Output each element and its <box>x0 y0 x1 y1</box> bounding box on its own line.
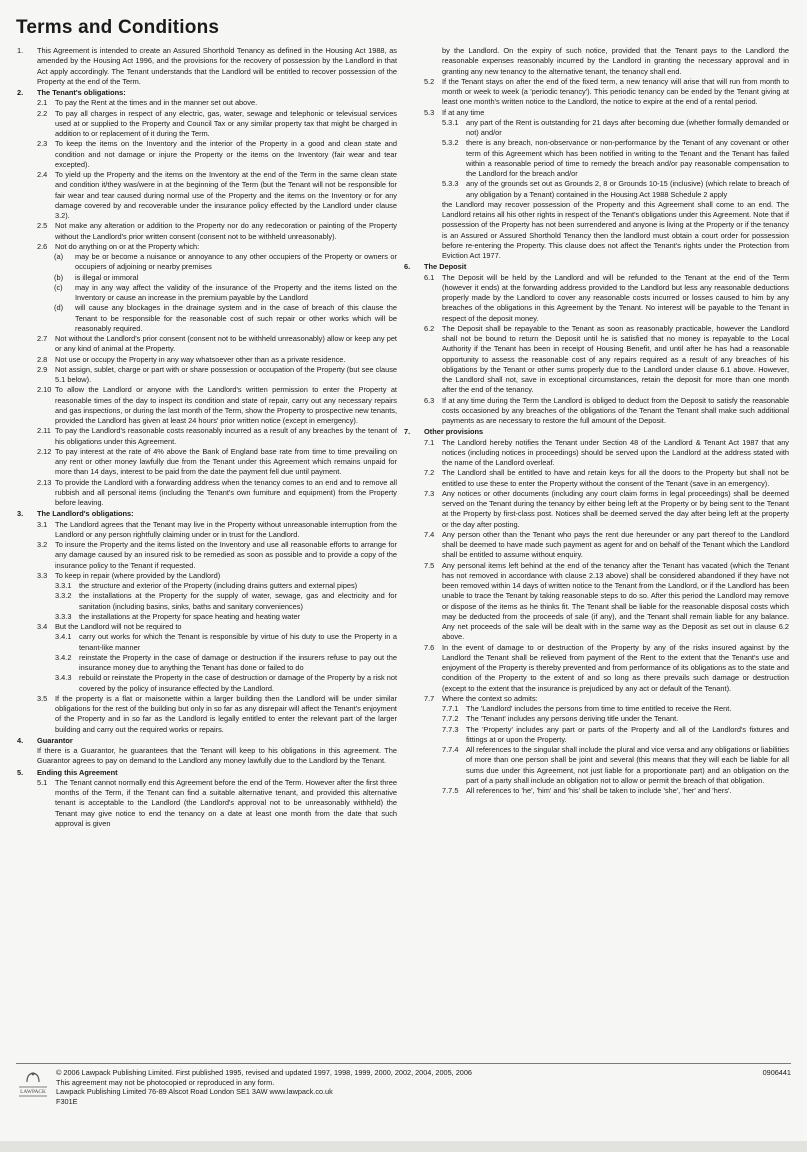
subclause-text: rebuild or reinstate the Property in the case of destruction or damage of the Property by a risk not covered by the policy of insurance effected by the Landlord. <box>79 673 397 693</box>
document-code: 0906441 <box>762 1068 791 1077</box>
subclause-number: 7.7.3 <box>442 724 459 734</box>
clause-text: the Landlord may recover possession of the Property and this Agreement shall come to an end. The Landlord retains all his other rights in respect of the Tenant's obligations under this Agreement. Note that if possession of the Property has not been surrendered and anyone is living at the Property or if the tenancy is an Assured or Assured Shorthold Tenancy then the landlord must obtain a court order for possession before re-entering the Property. This clause does not affect the Tenant's rights under the Protection from Eviction Act 1977. <box>442 199 789 260</box>
clause-number: 7.7 <box>424 693 435 703</box>
clause-number: 3.3 <box>37 570 48 580</box>
clause-5-1 <box>17 778 397 829</box>
clause-text: To provide the Landlord with a forwarding address when the tenancy comes to an end and to remove all rubbish and all personal items (including the Tenant's own furniture and equipment) from the Property before leaving. <box>55 477 397 507</box>
clause-3-1 <box>17 520 397 541</box>
clause-text: The Tenant cannot normally end this Agreement before the end of the Term. However after the first three months of the Term, if the Tenant can find a suitable alternative tenant, and provided this alternative tenant is acceptable to the Landlord (the Landlord's approval not to be unreasonably withheld) the Tenant may give notice to end the tenancy on a date at least one month from the date that such approval is given <box>55 777 397 828</box>
clause-number: 2.4 <box>37 170 48 179</box>
section-6-heading <box>404 262 789 272</box>
clause-2-9 <box>17 365 397 386</box>
clause-2-6-c <box>17 283 397 304</box>
clause-2-11 <box>17 426 397 447</box>
footer <box>16 1063 791 1133</box>
clause-number: 2.11 <box>37 426 51 436</box>
clause-text: To insure the Property and the items listed on the Inventory and use all reasonable efforts to arrange for any damage caused by an insured risk to be remedied as soon as possible and to provide a copy of the insurance policy to the Tenant if requested. <box>55 540 397 570</box>
clause-5-3 <box>404 108 789 118</box>
clause-7-7-4 <box>404 745 789 786</box>
clause-text: If the property is a flat or maisonette within a larger building then the Landlord will be under similar obligations for the rest of the building but only in so far as any disrepair will affect the Tenant's enjoyment of the Property and in so far as the Landlord is legally entitled to enter the relevant part of the larger building and carry out the required works or repairs. <box>55 693 397 734</box>
clause-number: 2.12 <box>37 446 52 456</box>
clause-7-7-2 <box>404 714 789 724</box>
clause-number: 6.3 <box>424 395 435 405</box>
logo-text: LAWPACK <box>20 1089 46 1095</box>
clause-5-3-2 <box>404 138 789 179</box>
clause-3-3-1 <box>17 581 397 591</box>
clause-7-4 <box>404 530 789 561</box>
subclause-text: the structure and exterior of the Property (including drains gutters and external pipes) <box>79 581 358 590</box>
clause-text: The Landlord hereby notifies the Tenant under Section 48 of the Landlord & Tenant Act 1987 that any notices (including notices in proceedings) should be served upon the Landlord at the address stated with the name of the Landlord overleaf. <box>442 437 789 467</box>
right-column <box>404 46 789 796</box>
clause-2-7 <box>17 334 397 355</box>
clause-text: To yield up the Property and the items on the Inventory at the end of the Term in the same clean state and condition it/they was/were in at the beginning of the Term (but the Tenant will not be responsible for fair wear and tear caused during normal use of the Property and the items on the Inventory or for any damage covered by and recoverable under the insurance policy effected by the Landlord under clause 3.2). <box>55 170 397 220</box>
section-title: The Tenant's obligations: <box>37 88 126 97</box>
lawpack-logo-icon <box>16 1068 50 1104</box>
item-text: will cause any blockages in the drainage system and in the case of breach of this clause the Tenant to be responsible for the reasonable cost of such repair or other works which will be reasonably required. <box>75 303 397 333</box>
section-2-heading <box>17 88 397 98</box>
subclause-text: The 'Property' includes any part or parts of the Property and all of the Landlord's fixtures and fittings at or upon the Property. <box>466 724 789 744</box>
clause-text: The Deposit will be held by the Landlord and will be refunded to the Tenant at the end of the Term (however it ends) at the forwarding address provided to the Landlord but less any reasonable deductions properly made by the Landlord to cover any reasonable costs incurred or losses caused to him by any breaches of the obligations in this Agreement by the Tenant. No interest will be payable to the Tenant in respect of the deposit money. <box>442 272 789 323</box>
clause-number: 7.6 <box>424 642 435 652</box>
clause-7-6 <box>404 643 789 694</box>
subclause-number: 3.3.3 <box>55 611 72 621</box>
clause-7-7-3 <box>404 725 789 746</box>
clause-number: 7.3 <box>424 488 435 498</box>
subclause-text: The 'Tenant' includes any persons deriving title under the Tenant. <box>466 714 679 724</box>
clause-number: 5.1 <box>37 777 48 787</box>
subclause-text: reinstate the Property in the case of damage or destruction if the insurers refuse to pay out the insurance money due to anything the Tenant has done or failed to do <box>79 652 397 672</box>
subclause-text: there is any breach, non-observance or non-performance by the Tenant of any covenant or other term of this Agreement which has been notified in writing to the Tenant and the Tenant has failed within a reasonable period of time to remedy the breach and/or pay reasonable compensation to the Landlord for the breach and/or <box>466 138 789 178</box>
bottom-edge <box>0 1141 807 1152</box>
clause-3-3-2 <box>17 591 397 612</box>
clause-2-6-a <box>17 252 397 273</box>
clause-number: 3.5 <box>37 693 48 703</box>
subclause-text: All references to the singular shall include the plural and vice versa and any obligations or liabilities of more than one person shall be joint and several (this means that they will each be liable for all sums due under this Agreement, not just liable for a proportionate part) and an obligation on the part of a party shall include an obligation not to allow or permit the breach of that obligation. <box>466 745 789 785</box>
section-number: 7. <box>404 427 411 437</box>
subclause-text: the installations at the Property for the supply of water, sewage, gas and electricity and for sanitation (including basins, sinks, baths and sanitary conveniences) <box>79 591 397 611</box>
clause-7-7 <box>404 694 789 704</box>
clause-3-4-2 <box>17 653 397 674</box>
subclause-text: any of the grounds set out as Grounds 2, 8 or Grounds 10-15 (inclusive) (which relate to breach of any obligation by a Tenant) contained in the Housing Act 1988 Schedule 2 apply <box>466 179 789 199</box>
section-number: 6. <box>404 262 411 272</box>
clause-2-8 <box>17 355 397 365</box>
subclause-text: All references to 'he', 'him' and 'his' shall be taken to include 'she', 'her' and 'hers'. <box>466 786 732 795</box>
clause-number: 6.1 <box>424 272 435 282</box>
subclause-number: 3.3.1 <box>55 581 72 590</box>
section-4-text: If there is a Guarantor, he guarantees that the Tenant will keep to his obligations in this agreement. The Guarantor agrees to pay on demand to the Landlord any money lawfully due to the Landlord by the Tenant. <box>37 746 397 766</box>
clause-1 <box>17 46 397 87</box>
clause-2-12 <box>17 447 397 478</box>
clause-number: 6.2 <box>424 323 435 333</box>
clause-number: 7.5 <box>424 560 435 570</box>
clause-3-3 <box>17 571 397 581</box>
section-title: The Deposit <box>424 262 467 272</box>
clause-7-7-1 <box>404 704 789 714</box>
clause-5-2 <box>404 77 789 108</box>
clause-5-1-continued <box>404 46 789 77</box>
item-letter: (d) <box>54 303 64 313</box>
subclause-number: 7.7.2 <box>442 714 459 724</box>
clause-number: 3.1 <box>37 519 48 529</box>
clause-3-4 <box>17 622 397 632</box>
clause-2-10 <box>17 385 397 426</box>
clause-7-3 <box>404 489 789 530</box>
section-7-heading <box>404 427 789 437</box>
clause-3-4-3 <box>17 673 397 694</box>
section-title: Other provisions <box>424 427 484 437</box>
clause-number: 2.5 <box>37 221 48 231</box>
clause-6-2 <box>404 324 789 396</box>
clause-text: To pay all charges in respect of any electric, gas, water, sewage and telephonic or televisual services used at or supplied to the Property and Council Tax or any similar property tax that might be charged in addition to or replacement of it during the Term. <box>55 108 397 138</box>
section-title: The Landlord's obligations: <box>37 509 134 519</box>
item-letter: (b) <box>54 272 64 282</box>
clause-6-3 <box>404 396 789 427</box>
subclause-number: 7.7.1 <box>442 704 459 713</box>
subclause-number: 5.3.1 <box>442 117 459 127</box>
subclause-text: carry out works for which the Tenant is responsible by virtue of his duty to use the Property in a tenant-like manner <box>79 632 397 652</box>
clause-number: 2.13 <box>37 477 52 487</box>
clause-text: If the Tenant stays on after the end of the fixed term, a new tenancy will arise that will run from month to month or week to week (a 'periodic tenancy'). This periodic tenancy can be ended by the Tenant giving at least one month's written notice to the Landlord, the notice to expire at the end of a rental period. <box>442 76 789 107</box>
clause-number: 2.6 <box>37 241 48 251</box>
clause-3-3-3 <box>17 612 397 622</box>
subclause-text: The 'Landlord' includes the persons from time to time entitled to receive the Rent. <box>466 704 732 713</box>
subclause-number: 3.4.2 <box>55 652 72 662</box>
form-id: F301E <box>56 1096 78 1106</box>
clause-7-1 <box>404 438 789 469</box>
clause-3-2 <box>17 540 397 571</box>
clause-2-5 <box>17 221 397 242</box>
subclause-number: 7.7.4 <box>442 745 459 754</box>
clause-number: 5.3 <box>424 107 435 117</box>
subclause-number: 7.7.5 <box>442 786 459 795</box>
footer-divider <box>16 1063 791 1064</box>
clause-3-5 <box>17 694 397 735</box>
clause-text: Not without the Landlord's prior consent (consent not to be withheld unreasonably) allow or keep any pet or any kind of animal at the Property. <box>55 334 397 354</box>
item-text: may in any way affect the validity of the insurance of the Property and the items listed on the Inventory or cause an increase in the premium payable by the Landlord <box>75 282 397 302</box>
page-title: Terms and Conditions <box>16 17 220 38</box>
clause-2-1 <box>17 98 397 108</box>
clause-number: 7.4 <box>424 529 435 539</box>
clause-text: To pay the Rent at the times and in the manner set out above. <box>55 98 258 108</box>
clause-text: If at any time <box>442 107 485 117</box>
clause-number: 7.2 <box>424 468 435 478</box>
clause-number: 3.4 <box>37 622 48 631</box>
clause-text: But the Landlord will not be required to <box>55 622 182 631</box>
clause-text: To allow the Landlord or anyone with the Landlord's written permission to enter the Property at reasonable times of the day to inspect its condition and state of repair, carry out any necessary repairs and gas inspections, or during the last month of the Term, show the Property to prospective new tenants, provided the Landlord has given at least 24 hours' prior written notice (except in emergency). <box>55 385 397 425</box>
subclause-text: the installations at the Property for space heating and heating water <box>79 611 301 621</box>
clause-2-13 <box>17 478 397 509</box>
section-number: 4. <box>17 735 24 745</box>
clause-text: Not do anything on or at the Property which: <box>55 241 200 251</box>
section-4-heading <box>17 736 397 746</box>
clause-2-6-b <box>17 273 397 283</box>
clause-text: If at any time during the Term the Landlord is obliged to deduct from the Deposit to satisfy the reasonable costs occasioned by any breaches of the obligations of the Tenant the Tenant shall make such additional payments as are necessary to restore the full amount of the Deposit. <box>442 395 789 425</box>
clause-text: Any personal items left behind at the end of the tenancy after the Tenant has vacated (which the Tenant has not removed in accordance with clause 2.13 above) shall be considered abandoned if they have not been removed within 14 days of written notice to the Tenant from the Landlord, or if the Landlord has been unable to trace the Tenant by taking reasonable steps to do so. After this period the Landlord may remove or dispose of the items as he thinks fit. The Tenant shall be liable for the reasonable disposal costs which may be deducted from the proceeds of sale (if any), and the Tenant shall remain liable for any balance. Any net proceeds of the sale will be dealt with in the same way as the Deposit as set out in clause 6.2 above. <box>442 560 789 642</box>
clause-text: In the event of damage to or destruction of the Property by any of the risks insured against by the Landlord the Tenant shall be relieved from payment of the Rent to the extent that the Tenant's use and enjoyment of the Property is thereby prevented and from performance of its obligations as to the state and condition of the Property to the extent of and so long as there prevails such damage or destruction (except to the extent that the insurance is prejudiced by any act or default of the Tenant). <box>442 642 789 693</box>
clause-text: Any person other than the Tenant who pays the rent due hereunder or any part thereof to the Landlord shall be deemed to have made such payment as agent for and on behalf of the Tenant which the Landlord shall be entitled to assume without enquiry. <box>442 529 789 560</box>
publisher-address: Lawpack Publishing Limited 76-89 Alscot Road London SE1 3AW www.lawpack.co.uk <box>56 1087 333 1097</box>
clause-text: Any notices or other documents (including any court claim forms in legal proceedings) shall be deemed served on the Tenant during the tenancy by either being left at the Property or by being sent to the Tenant at the Property by first-class post. Notices shall be deemed served the day after being left at the property or the day after posting. <box>442 488 789 529</box>
clause-text: The Landlord agrees that the Tenant may live in the Property without unreasonable interruption from the Landlord or any person rightfully claiming under or in trust for the Landlord. <box>55 519 397 539</box>
section-number: 2. <box>17 88 24 97</box>
subclause-number: 5.3.3 <box>442 179 459 189</box>
clause-text: To keep in repair (where provided by the Landlord) <box>55 570 221 580</box>
clause-3-4-1 <box>17 632 397 653</box>
clause-number: 5.2 <box>424 76 435 86</box>
clause-6-1 <box>404 273 789 324</box>
clause-number: 2.1 <box>37 98 48 108</box>
item-letter: (a) <box>54 252 64 261</box>
item-text: is illegal or immoral <box>75 272 139 282</box>
clause-2-6-d <box>17 303 397 334</box>
clause-text: The Deposit shall be repayable to the Tenant as soon as reasonably practicable, however the Landlord shall not be bound to return the Deposit until he is satisfied that no money is repayable to the Local Authority if the Tenant has been in receipt of Housing Benefit, and until after he has had a reasonable opportunity to assess the reasonable cost of any repairs required as a result of any breaches of his obligations by the Tenant or other sums properly due to the Landlord under clause 6.1 above. However, the Landlord shall not, save in exceptional circumstances, retain the deposit for more than one month after the end of the tenancy. <box>442 323 789 395</box>
clause-5-3-1 <box>404 118 789 139</box>
photocopy-notice: This agreement may not be photocopied or reproduced in any form. <box>56 1077 275 1087</box>
clause-text: To pay interest at the rate of 4% above the Bank of England base rate from time to time prevailing on any rent or other money lawfully due from the Tenant under this Agreement which remains unpaid for more than 14 days, interest to be paid from the date the payment fell due until payment. <box>55 446 397 477</box>
section-5-heading <box>17 768 397 778</box>
copyright-line: © 2006 Lawpack Publishing Limited. First published 1995, revised and updated 1997, 1998, 1999, 2000, 2002, 2004, 2005, 2006 <box>56 1068 472 1077</box>
item-text: may be or become a nuisance or annoyance to any other occupiers of the Property or owners or occupiers of adjoining or nearby premises <box>75 252 397 272</box>
clause-text: To keep the items on the Inventory and the interior of the Property in a good and clean state and condition and not damage or injure the Property or the items on the Inventory (fair wear and tear excepted). <box>55 139 397 169</box>
clause-2-6 <box>17 242 397 252</box>
clause-7-5 <box>404 561 789 643</box>
subclause-number: 3.3.2 <box>55 591 72 601</box>
section-number: 3. <box>17 509 24 519</box>
section-3-heading <box>17 509 397 519</box>
clause-text: To pay the Landlord's reasonable costs reasonably incurred as a result of any breaches by the tenant of his obligations under this Agreement. <box>55 426 397 446</box>
clause-text: Not use or occupy the Property in any way whatsoever other than as a private residence. <box>55 354 346 364</box>
section-title: Guarantor <box>37 735 73 745</box>
clause-text: Where the context so admits: <box>442 693 538 703</box>
subclause-number: 5.3.2 <box>442 138 459 148</box>
left-column <box>17 46 397 829</box>
clause-7-2 <box>404 468 789 489</box>
clause-text: This Agreement is intended to create an Assured Shorthold Tenancy as defined in the Housing Act 1988, as amended by the Housing Act 1996, and the provisions for the recovery of possession by the Landlord in that Act apply accordingly. The Tenant understands that the Landlord will be entitled to recover possession of the Property at the end of the Term. <box>37 46 397 86</box>
clause-number: 2.9 <box>37 364 48 374</box>
subclause-number: 3.4.3 <box>55 673 72 683</box>
clause-number: 2.10 <box>37 385 52 395</box>
clause-number: 2.8 <box>37 354 48 364</box>
clause-number: 2.2 <box>37 108 48 118</box>
clause-text: Not assign, sublet, charge or part with or share possession or occupation of the Property (but see clause 5.1 below). <box>55 364 397 384</box>
section-number: 5. <box>17 767 24 777</box>
clause-2-4 <box>17 170 397 221</box>
clause-number: 2.3 <box>37 139 48 149</box>
clause-5-3-tail <box>404 200 789 262</box>
subclause-number: 3.4.1 <box>55 632 72 642</box>
clause-5-3-3 <box>404 179 789 200</box>
subclause-text: any part of the Rent is outstanding for 21 days after becoming due (whether formally demanded or not) and/or <box>466 117 789 137</box>
section-title: Ending this Agreement <box>37 767 118 777</box>
footer-text <box>56 1068 656 1106</box>
clause-number: 3.2 <box>37 540 48 549</box>
clause-number: 1. <box>17 46 24 55</box>
clause-2-2 <box>17 109 397 140</box>
clause-2-3 <box>17 139 397 170</box>
clause-7-7-5 <box>404 786 789 796</box>
clause-number: 2.7 <box>37 334 48 343</box>
clause-text: Not make any alteration or addition to the Property nor do any redecoration or painting of the Property without the Landlord's prior written consent (consent not to be withheld unreasonably). <box>55 221 397 241</box>
clause-text: by the Landlord. On the expiry of such notice, provided that the Tenant pays to the Landlord the reasonable expenses reasonably incurred by the Landlord in granting the necessary approval and in granting any new tenancy to the alternative tenant, the tenancy shall end. <box>442 46 789 76</box>
item-letter: (c) <box>54 282 63 292</box>
clause-number: 7.1 <box>424 437 435 447</box>
clause-text: The Landlord shall be entitled to have and retain keys for all the doors to the Property but shall not be entitled to use these to enter the Property without the consent of the Tenant (save in an emergency). <box>442 468 789 488</box>
